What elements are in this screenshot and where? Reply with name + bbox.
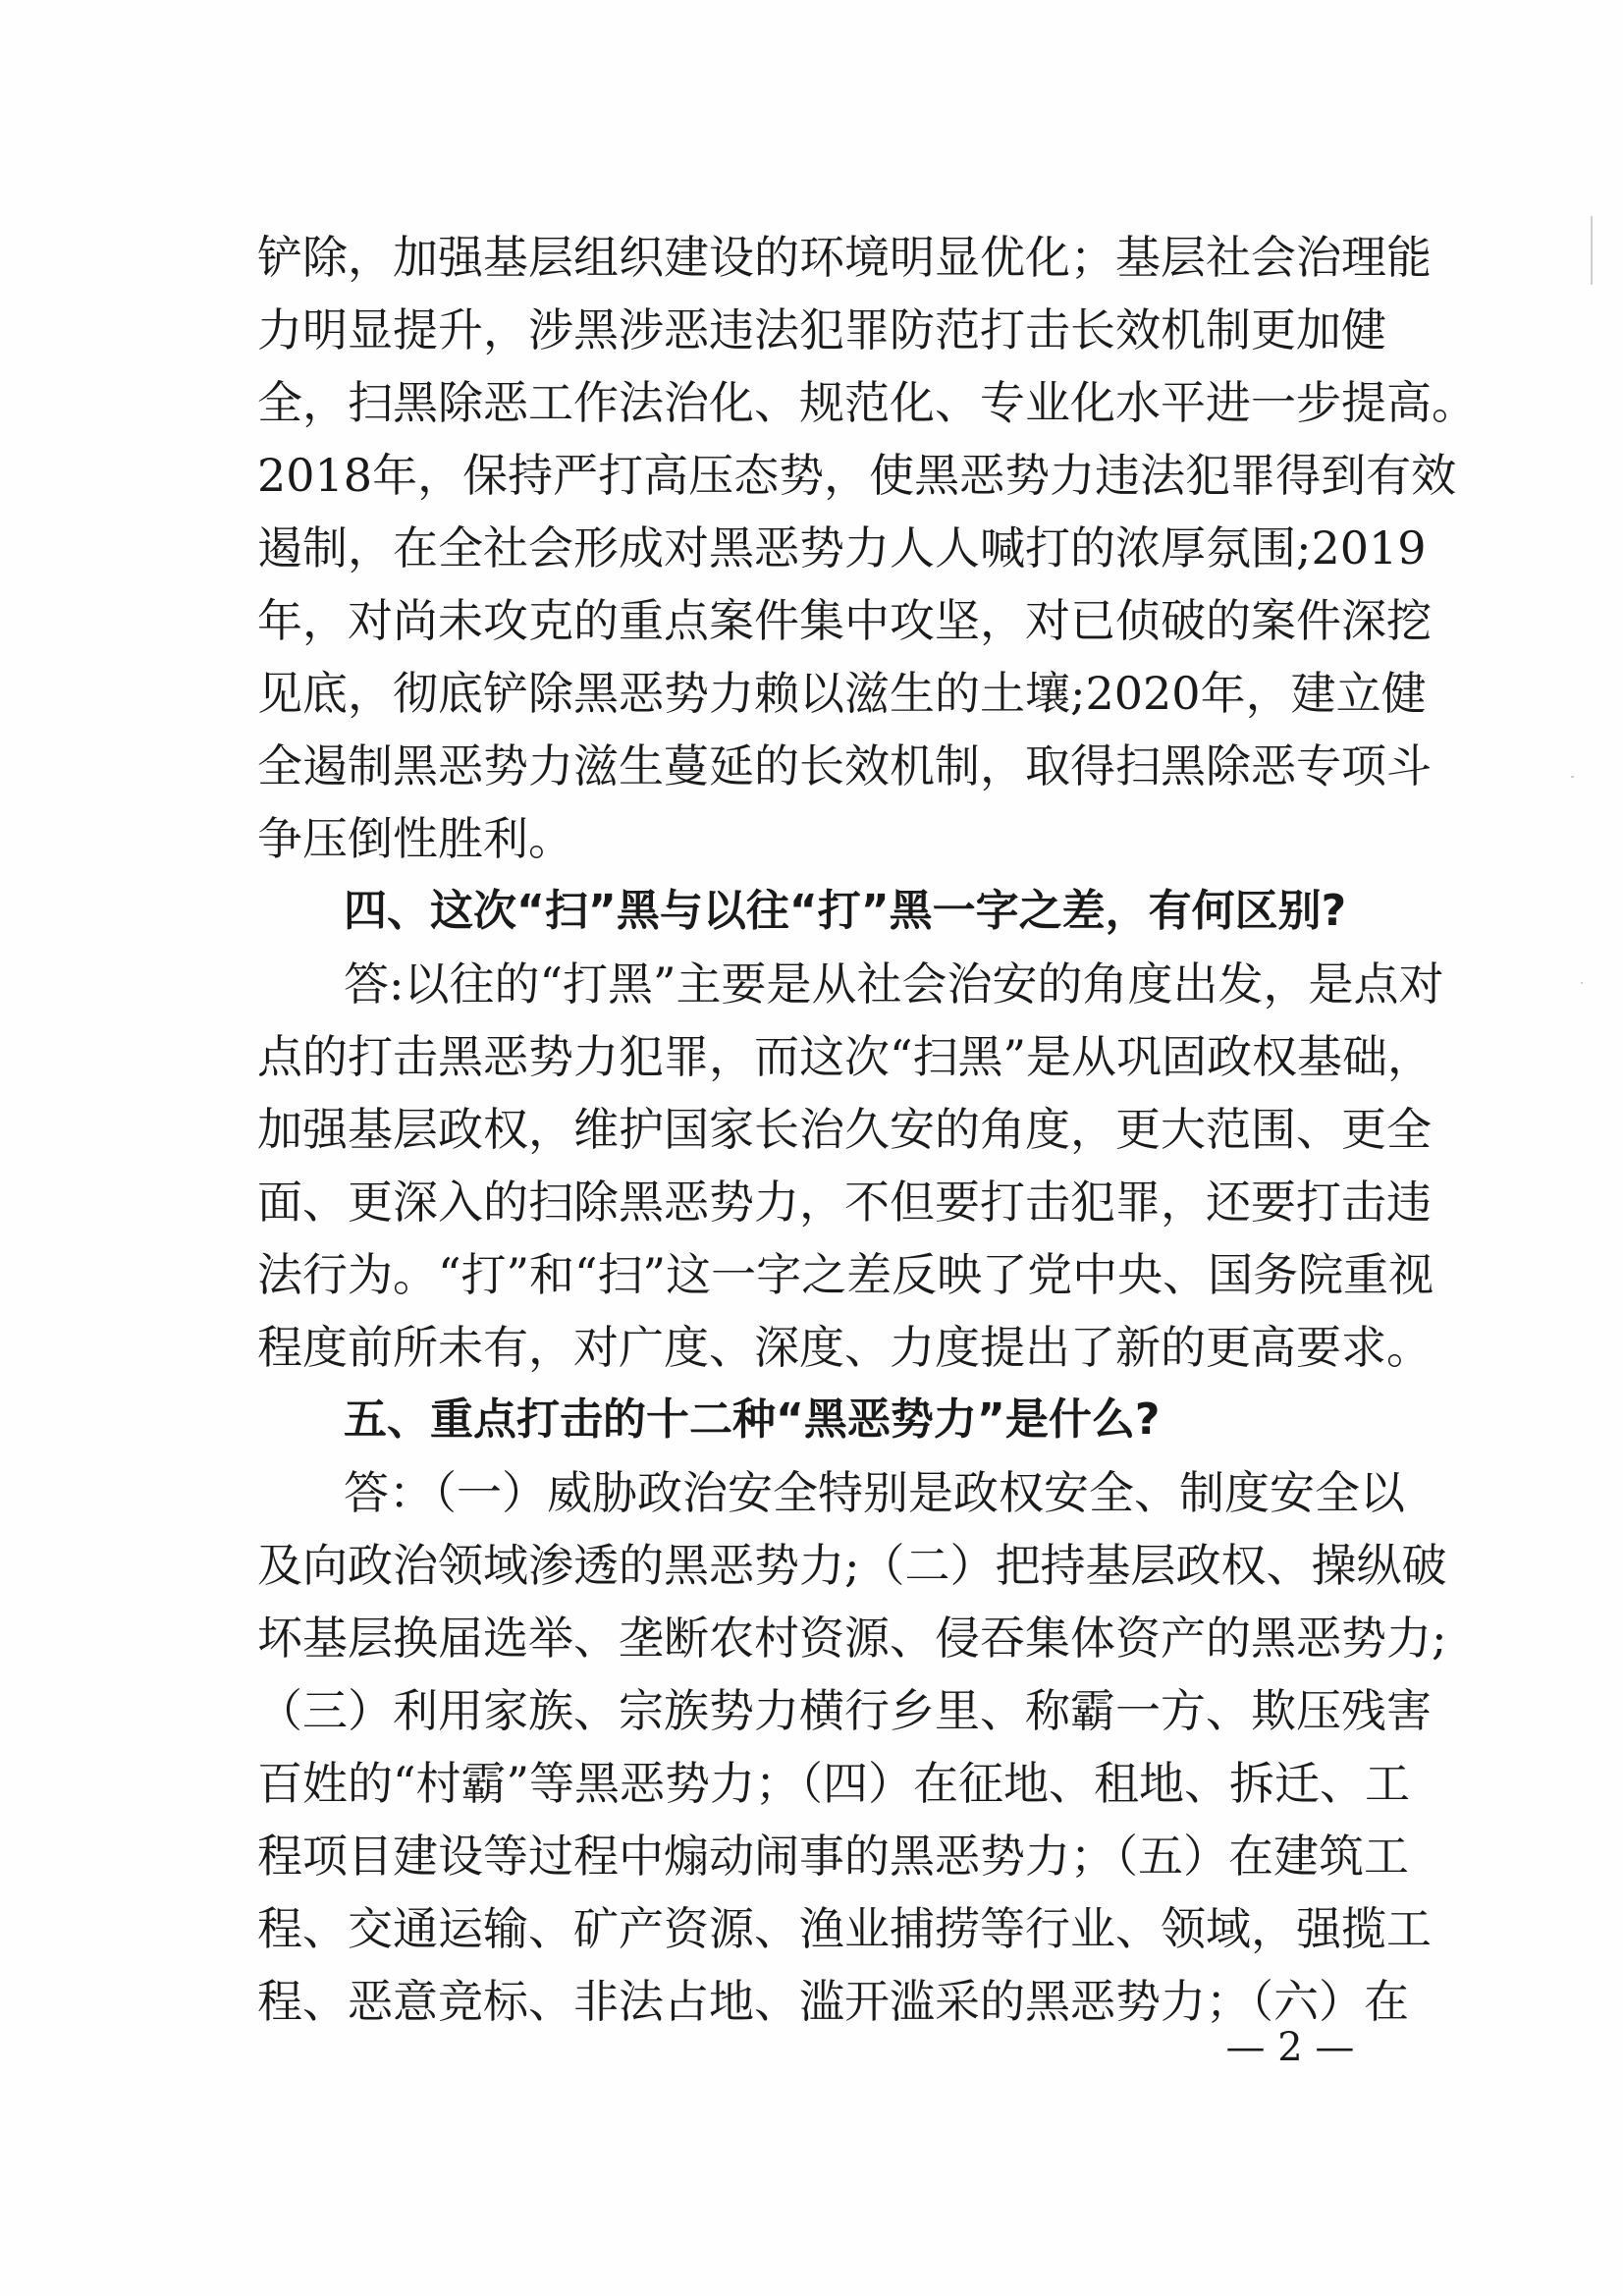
body-text-line: 及向政治领域渗透的黑恶势力;（二）把持基层政权、操纵破 bbox=[257, 1539, 1447, 1592]
body-text-line: 程项目建设等过程中煽动闹事的黑恶势力；（五）在建筑工 bbox=[257, 1830, 1409, 1883]
body-text-line: 程、恶意竞标、非法占地、滥开滥采的黑恶势力；（六）在 bbox=[257, 1975, 1409, 2028]
body-text-line: 年，对尚未攻克的重点案件集中攻坚，对已侦破的案件深挖 bbox=[257, 594, 1432, 647]
body-text-line: 点的打击黑恶势力犯罪，而这次“扫黑”是从巩固政权基础， bbox=[257, 1030, 1434, 1083]
body-text-line: 见底，彻底铲除黑恶势力赖以滋生的土壤;2020年，建立健 bbox=[257, 667, 1427, 720]
body-text-line: 答：（一）威胁政治安全特别是政权安全、制度安全以 bbox=[344, 1466, 1405, 1519]
section-heading-5: 五、重点打击的十二种“黑恶势力”是什么? bbox=[344, 1394, 1161, 1445]
scan-artifact-mark bbox=[1571, 776, 1574, 778]
body-text-line: 遏制，在全社会形成对黑恶势力人人喊打的浓厚氛围;2019 bbox=[257, 521, 1427, 574]
body-text-line: 力明显提升，涉黑涉恶违法犯罪防范打击长效机制更加健 bbox=[257, 303, 1386, 356]
page-number: — 2 — bbox=[1225, 2025, 1355, 2070]
body-text-line: 坏基层换届选举、垄断农村资源、侵吞集体资产的黑恶势力; bbox=[257, 1612, 1447, 1665]
body-text-line: 答:以往的“打黑”主要是从社会治安的角度出发，是点对 bbox=[344, 957, 1444, 1011]
body-text-line: 争压倒性胜利。 bbox=[257, 812, 573, 865]
body-text-line: （三）利用家族、宗族势力横行乡里、称霸一方、欺压残害 bbox=[257, 1684, 1432, 1737]
section-heading-4: 四、这次“扫”黑与以往“打”黑一字之差，有何区别? bbox=[344, 886, 1347, 936]
body-text-line: 法行为。“打”和“扫”这一字之差反映了党中央、国务院重视 bbox=[257, 1248, 1434, 1301]
body-text-line: 程、交通运输、矿产资源、渔业捕捞等行业、领域，强揽工 bbox=[257, 1902, 1432, 1955]
body-text-line: 程度前所未有，对广度、深度、力度提出了新的更高要求。 bbox=[257, 1321, 1432, 1374]
body-text-line: 面、更深入的扫除黑恶势力，不但要打击犯罪，还要打击违 bbox=[257, 1175, 1432, 1229]
body-text-line: 全，扫黑除恶工作法治化、规范化、专业化水平进一步提高。 bbox=[257, 376, 1477, 429]
scan-artifact-mark bbox=[1591, 216, 1593, 285]
body-text-line: 2018年，保持严打高压态势，使黑恶势力违法犯罪得到有效 bbox=[257, 449, 1457, 502]
body-text-line: 加强基层政权，维护国家长治久安的角度，更大范围、更全 bbox=[257, 1103, 1432, 1156]
body-text-line: 百姓的“村霸”等黑恶势力；（四）在征地、租地、拆迁、工 bbox=[257, 1757, 1411, 1810]
body-text-line: 铲除，加强基层组织建设的环境明显优化；基层社会治理能 bbox=[257, 231, 1432, 284]
scan-artifact-mark bbox=[1581, 982, 1583, 984]
body-text-line: 全遏制黑恶势力滋生蔓延的长效机制，取得扫黑除恶专项斗 bbox=[257, 739, 1432, 793]
